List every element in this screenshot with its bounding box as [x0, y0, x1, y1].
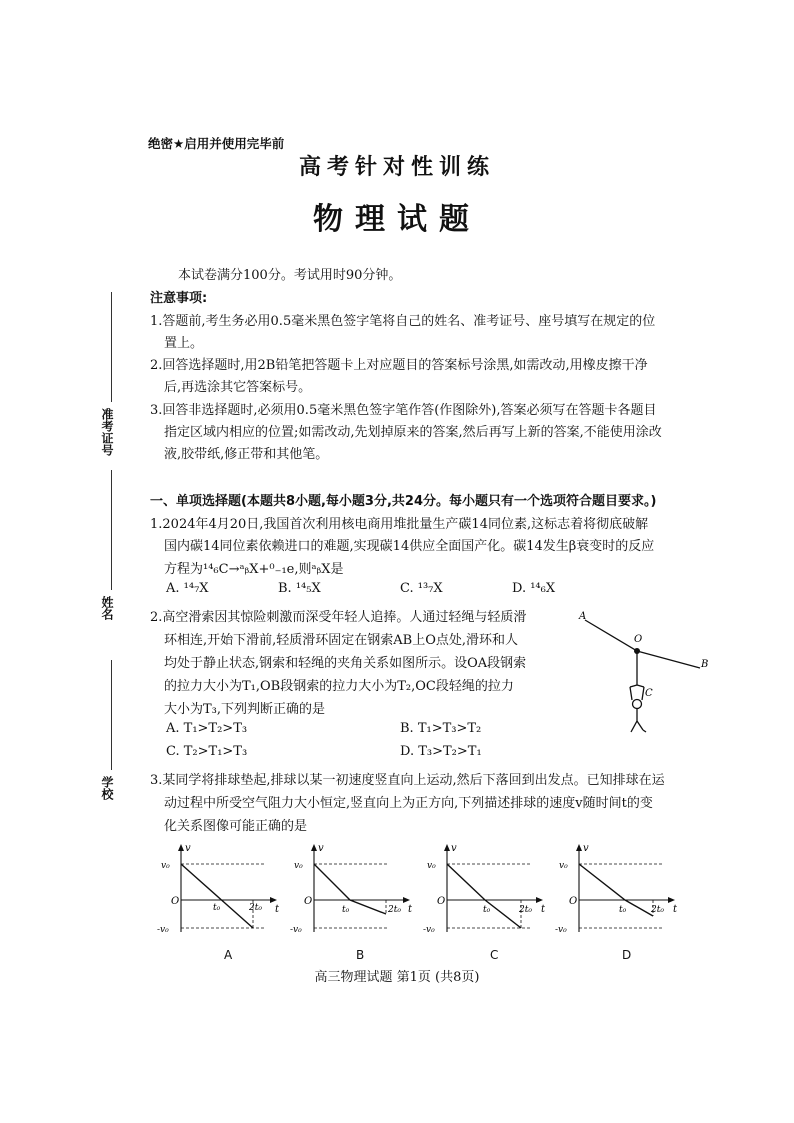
question-3-line: 3.某同学将排球垫起,排球以某一初速度竖直向上运动,然后下落回到出发点。已知排球在运	[150, 773, 665, 788]
v-axis-arrow	[444, 844, 450, 851]
velocity-curve	[579, 864, 653, 916]
question-1-line: 国内碳14同位素依赖进口的难题,实现碳14供应全面国产化。碳14发生β衰变时的反应	[164, 539, 655, 554]
graph-caption-b: B	[356, 948, 365, 962]
note-line: 2.回答选择题时,用2B铅笔把答题卡上对应题目的答案标号涂黑,如需改动,用橡皮擦干净	[150, 358, 648, 373]
v-axis-arrow	[311, 844, 317, 851]
v0-label: v₀	[161, 861, 170, 871]
axis-v-label: v	[451, 843, 457, 854]
origin-label: O	[171, 896, 180, 907]
vt-graph-d	[553, 842, 683, 942]
q1-option-b: B. ¹⁴₅X	[278, 581, 321, 596]
neg-v0-label: -v₀	[290, 925, 302, 935]
confidential-mark: 绝密★启用并使用完毕前	[148, 136, 285, 151]
t-axis-arrow	[403, 897, 410, 903]
exam-title: 高考针对性训练	[298, 155, 495, 180]
question-3-line: 动过程中所受空气阻力大小恒定,竖直向上为正方向,下列描述排球的速度v随时间t的变	[164, 796, 653, 811]
v0-label: v₀	[427, 861, 436, 871]
graph-caption-c: C	[490, 948, 499, 962]
t-axis-arrow	[270, 897, 277, 903]
exam-no-line	[111, 292, 112, 402]
notes-heading: 注意事项:	[150, 291, 208, 306]
question-2-line: 2.高空滑索因其惊险刺激而深受年轻人追捧。人通过轻绳与轻质滑	[150, 610, 527, 625]
neg-v0-label: -v₀	[157, 925, 169, 935]
note-line: 后,再选涂其它答案标号。	[164, 380, 312, 395]
origin-label: O	[569, 896, 578, 907]
velocity-curve	[447, 864, 521, 928]
question-2-line: 均处于静止状态,钢索和轻绳的夹角关系如图所示。设OA段钢索	[164, 656, 527, 671]
subject-title: 物理试题	[313, 202, 481, 237]
velocity-curve	[181, 864, 253, 928]
question-2-line: 环相连,开始下滑前,轻质滑环固定在钢索AB上O点处,滑环和人	[164, 633, 518, 648]
q2-option-a: A. T₁>T₂>T₃	[166, 721, 248, 736]
label-o: O	[634, 634, 643, 645]
q2-option-d: D. T₃>T₂>T₁	[400, 744, 482, 759]
q1-option-d: D. ¹⁴₆X	[512, 581, 556, 596]
t0-label: t₀	[483, 905, 491, 915]
q2-option-b: B. T₁>T₃>T₂	[400, 721, 482, 736]
ring-o	[634, 648, 640, 654]
axis-t-label: t	[673, 904, 678, 915]
v0-label: v₀	[294, 861, 303, 871]
t-axis-arrow	[668, 897, 675, 903]
note-line: 液,胶带纸,修正带和其他笔。	[164, 447, 329, 462]
origin-label: O	[437, 896, 446, 907]
zipline-figure	[575, 605, 715, 740]
axis-v-label: v	[318, 843, 324, 854]
note-line: 指定区域内相应的位置;如需改动,先划掉原来的答案,然后再写上新的答案,不能使用涂改	[164, 425, 662, 440]
cable-oa	[585, 620, 637, 651]
question-2-line: 大小为T₃,下列判断正确的是	[164, 702, 326, 717]
axis-t-label: t	[275, 904, 280, 915]
vt-graph-a	[155, 842, 285, 942]
axis-t-label: t	[541, 904, 546, 915]
school-label: 学校	[100, 776, 114, 800]
name-label: 姓名	[100, 596, 114, 620]
2t0-label: 2t₀	[249, 903, 262, 913]
person-icon	[630, 685, 646, 732]
v-axis-arrow	[178, 844, 184, 851]
school-line	[111, 660, 112, 770]
axis-t-label: t	[408, 904, 413, 915]
section-heading: 一、单项选择题(本题共8小题,每小题3分,共24分。每小题只有一个选项符合题目要求。)	[150, 494, 657, 509]
t0-label: t₀	[213, 903, 221, 913]
axis-v-label: v	[185, 843, 191, 854]
exam-info: 本试卷满分100分。考试用时90分钟。	[178, 268, 402, 283]
axis-v-label: v	[583, 843, 589, 854]
t0-label: t₀	[619, 905, 627, 915]
q1-option-a: A. ¹⁴₇X	[166, 581, 209, 596]
question-1-line: 方程为¹⁴₆C→ᵃᵦX+⁰₋₁e,则ᵃᵦX是	[164, 562, 344, 577]
neg-v0-label: -v₀	[423, 925, 435, 935]
note-line: 3.回答非选择题时,必须用0.5毫米黑色签字笔作答(作图除外),答案必须写在答题卡各题目	[150, 403, 657, 418]
2t0-label: 2t₀	[388, 905, 401, 915]
origin-label: O	[304, 896, 313, 907]
vt-graph-b	[288, 842, 418, 942]
velocity-curve	[314, 864, 386, 914]
v0-label: v₀	[559, 861, 568, 871]
graph-caption-d: D	[622, 948, 632, 962]
question-1-line: 1.2024年4月20日,我国首次利用核电商用堆批量生产碳14同位素,这标志着将彻底破解	[150, 517, 649, 532]
graph-caption-a: A	[224, 948, 233, 962]
note-line: 置上。	[164, 336, 204, 351]
q2-option-c: C. T₂>T₁>T₃	[166, 744, 248, 759]
page-footer: 高三物理试题 第1页 (共8页)	[314, 970, 480, 985]
t0-label: t₀	[342, 905, 350, 915]
note-line: 1.答题前,考生务必用0.5毫米黑色签字笔将自己的姓名、准考证号、座号填写在规定的位	[150, 314, 656, 329]
2t0-label: 2t₀	[519, 905, 532, 915]
q1-option-c: C. ¹³₇X	[400, 581, 443, 596]
label-c: C	[645, 688, 653, 699]
vt-graph-c	[421, 842, 551, 942]
v-axis-arrow	[576, 844, 582, 851]
2t0-label: 2t₀	[651, 905, 664, 915]
exam-no-label: 准考证号	[100, 408, 114, 456]
question-2-line: 的拉力大小为T₁,OB段钢索的拉力大小为T₂,OC段轻绳的拉力	[164, 679, 514, 694]
t-axis-arrow	[536, 897, 543, 903]
name-line-top	[111, 470, 112, 590]
question-3-line: 化关系图像可能正确的是	[164, 819, 308, 834]
label-b: B	[701, 659, 709, 670]
neg-v0-label: -v₀	[555, 925, 567, 935]
label-a: A	[579, 611, 587, 622]
cable-ob	[637, 651, 700, 668]
